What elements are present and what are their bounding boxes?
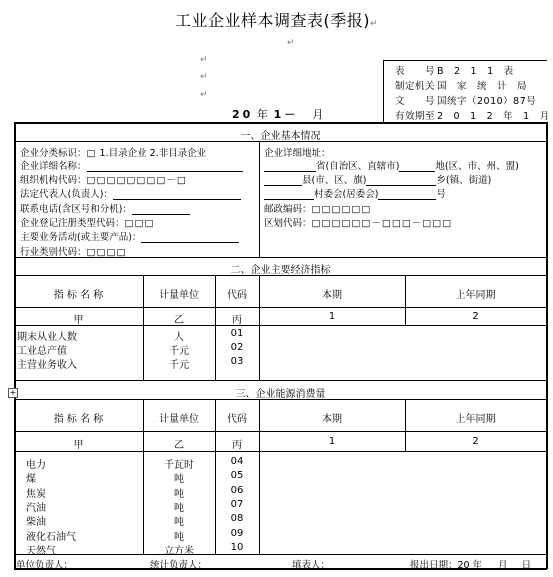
- paragraph-mark: ↵: [200, 55, 208, 65]
- reg-type-boxes[interactable]: □□□: [124, 218, 155, 229]
- section3-row-name: 焦炭: [26, 489, 46, 500]
- section3-row-code: 07: [230, 499, 244, 510]
- section3-row-name: 柴油: [26, 517, 46, 528]
- section3-title: 三、企业能源消费量: [235, 389, 326, 400]
- paragraph-mark: ↵: [200, 90, 208, 100]
- section2-row-code: 03: [230, 356, 244, 367]
- section3-subheader-name: 甲: [73, 440, 84, 451]
- section2-header-name: 指 标 名 称: [53, 290, 104, 301]
- legal-rep-label: 法定代表人(负责人)：: [20, 189, 113, 200]
- section3-row-name: 电力: [26, 460, 46, 471]
- report-date-year-unit: 年: [472, 560, 483, 571]
- section2-row-code: 02: [230, 342, 244, 353]
- number-input[interactable]: [378, 189, 436, 200]
- classification-label: 企业分类标识：: [20, 148, 87, 159]
- main-activity-field: [20, 229, 239, 243]
- section2-header-code: 代码: [227, 290, 247, 301]
- info-label-valid-until: 有效期至: [395, 111, 436, 122]
- section3-row-unit: 吨: [174, 517, 184, 528]
- info-label-table-no: 表 号: [395, 66, 436, 77]
- footer-stat-head: [150, 557, 207, 571]
- prefecture-label: 地(区、市、州、盟): [435, 161, 519, 172]
- section3-row-code: 06: [230, 485, 244, 496]
- section3-header-unit: 计量单位: [159, 414, 199, 425]
- address-county-line: [264, 172, 491, 186]
- section2-row-name: 期末从业人数: [17, 332, 77, 343]
- section2-subheader-name: 甲: [73, 315, 84, 326]
- section3-header-current: 本期: [322, 414, 342, 425]
- org-code-field: [20, 172, 187, 186]
- report-date-month-unit: 月: [498, 560, 508, 571]
- section3-row-unit: 吨: [174, 474, 184, 485]
- address-label: 企业详细地址：: [264, 148, 331, 159]
- org-code-boxes[interactable]: □□□□□□□□－□: [86, 175, 187, 186]
- report-date-label: 报出日期：: [410, 560, 458, 571]
- phone-input[interactable]: [132, 204, 190, 215]
- section3-row-name: 天然气: [26, 546, 56, 557]
- number-label: 号: [436, 189, 446, 200]
- period-quarter[interactable]: 1－: [273, 108, 299, 121]
- classification-field: [20, 145, 206, 159]
- section2-row-unit: 千元: [169, 360, 189, 371]
- company-name-label: 企业详细名称：: [20, 161, 87, 172]
- section2-row-name: 工业总产值: [17, 346, 67, 357]
- section3-subheader-current: 1: [328, 436, 336, 447]
- footer-report-date: [410, 557, 531, 571]
- table-move-handle[interactable]: +: [9, 388, 17, 397]
- period-month-unit: 月: [312, 108, 324, 121]
- industry-code-field: [20, 244, 126, 258]
- period-year-unit: 年: [256, 108, 269, 121]
- section3-row-code: 05: [230, 470, 244, 481]
- section2-row-name: 主营业务收入: [17, 360, 77, 371]
- section2-subheader-unit: 乙: [174, 315, 184, 326]
- info-value-valid-until: 2 0 1 2 年 1 月: [437, 111, 550, 122]
- filler-label: 填表人：: [292, 560, 331, 571]
- township-input[interactable]: [366, 175, 436, 186]
- company-name-field: [20, 158, 243, 172]
- reg-type-field: [20, 215, 154, 229]
- county-input[interactable]: [264, 175, 302, 186]
- section3-row-code: 08: [230, 513, 244, 524]
- section3-subheader-prior-year: 2: [472, 436, 479, 447]
- section2-row-code: 01: [230, 328, 244, 339]
- section3-header-code: 代码: [227, 414, 247, 425]
- section2-row-unit: 人: [174, 332, 184, 343]
- section3-row-name: 煤: [26, 474, 36, 485]
- section3-row-unit: 吨: [174, 503, 184, 514]
- info-label-authority: 制定机关: [395, 81, 436, 92]
- main-activity-input[interactable]: [141, 232, 239, 243]
- postcode-boxes[interactable]: □□□□□□: [311, 204, 372, 215]
- section2-subheader-prior-year: 2: [472, 311, 479, 322]
- form-title: [0, 8, 553, 31]
- section3-row-unit: 立方米: [164, 546, 194, 557]
- section3-row-unit: 吨: [174, 489, 184, 500]
- section2-header-unit: 计量单位: [159, 290, 199, 301]
- period-year[interactable]: 20: [232, 108, 254, 121]
- section2-header-prior-year: 上年同期: [455, 290, 496, 301]
- section3-row-name: 汽油: [26, 503, 46, 514]
- section3-subheader-code: 丙: [232, 440, 242, 451]
- company-name-input[interactable]: [87, 161, 243, 172]
- address-village-line: [264, 186, 446, 200]
- footer-unit-head: [16, 557, 73, 571]
- section3-row-unit: 吨: [174, 532, 184, 543]
- section3-row-name: 液化石油气: [26, 532, 76, 543]
- phone-field: [20, 201, 190, 215]
- industry-code-boxes[interactable]: □□□□: [86, 247, 127, 258]
- section2-subheader-current: 1: [328, 311, 336, 322]
- division-boxes[interactable]: □□□□□□－□□□－□□□: [311, 218, 453, 229]
- main-activity-label: 主要业务活动(或主要产品)：: [20, 232, 142, 243]
- section3-header-name: 指 标 名 称: [53, 414, 104, 425]
- unit-head-label: 单位负责人：: [16, 560, 74, 571]
- section3-header-prior-year: 上年同期: [455, 414, 496, 425]
- info-value-table-no: B 2 1 1 表: [437, 66, 514, 77]
- section3-row-code: 10: [230, 542, 244, 553]
- village-input[interactable]: [264, 189, 314, 200]
- township-label: 乡(镇、街道): [436, 175, 492, 186]
- classification-option-catalog: 1.目录企业: [99, 148, 147, 159]
- paragraph-mark: ↵: [287, 38, 295, 48]
- village-label: 村委会(居委会): [314, 189, 379, 200]
- section2-row-unit: 千元: [169, 346, 189, 357]
- report-date-year[interactable]: 20: [457, 560, 470, 571]
- org-code-label: 组织机构代码：: [20, 175, 87, 186]
- footer-filler: [292, 557, 330, 571]
- report-period: [232, 106, 323, 122]
- province-label: 省(自治区、直辖市): [316, 161, 400, 172]
- legal-rep-field: [20, 186, 241, 200]
- reg-type-label: 企业登记注册类型代码：: [20, 218, 125, 229]
- form-title-text: 工业企业样本调查表(季报): [174, 11, 370, 30]
- paragraph-mark: ↵: [369, 19, 379, 29]
- section3-row-code: 09: [230, 528, 244, 539]
- info-value-document-no: 国统字（2010）87号: [437, 96, 537, 107]
- legal-rep-input[interactable]: [113, 189, 241, 200]
- section1-title: 一、企业基本情况: [240, 131, 321, 142]
- info-value-authority: 国 家 统 计 局: [437, 81, 528, 92]
- stat-head-label: 统计负责人：: [150, 560, 208, 571]
- section2-header-current: 本期: [322, 290, 342, 301]
- section2-subheader-code: 丙: [232, 315, 242, 326]
- classification-checkbox[interactable]: □: [86, 148, 97, 159]
- postcode-label: 邮政编码：: [264, 204, 312, 215]
- section3-row-unit: 千瓦时: [164, 460, 194, 471]
- prefecture-input[interactable]: [399, 161, 435, 172]
- info-label-document-no: 文 号: [395, 96, 436, 107]
- section3-row-code: 04: [230, 456, 244, 467]
- paragraph-mark: ↵: [200, 72, 208, 82]
- postcode-field: [264, 201, 371, 215]
- province-input[interactable]: [264, 161, 316, 172]
- classification-option-noncatalog: 2.非目录企业: [149, 148, 207, 159]
- section3-subheader-unit: 乙: [174, 440, 184, 451]
- report-date-day-unit: 日: [521, 560, 532, 571]
- address-province-line: [264, 158, 519, 172]
- county-label: 县(市、区、旗): [302, 175, 367, 186]
- section2-title: 二、企业主要经济指标: [230, 265, 331, 276]
- division-label: 区划代码：: [264, 218, 312, 229]
- industry-code-label: 行业类别代码：: [20, 247, 87, 258]
- phone-label: 联系电话(含区号和分机)：: [20, 204, 132, 215]
- division-field: [264, 215, 452, 229]
